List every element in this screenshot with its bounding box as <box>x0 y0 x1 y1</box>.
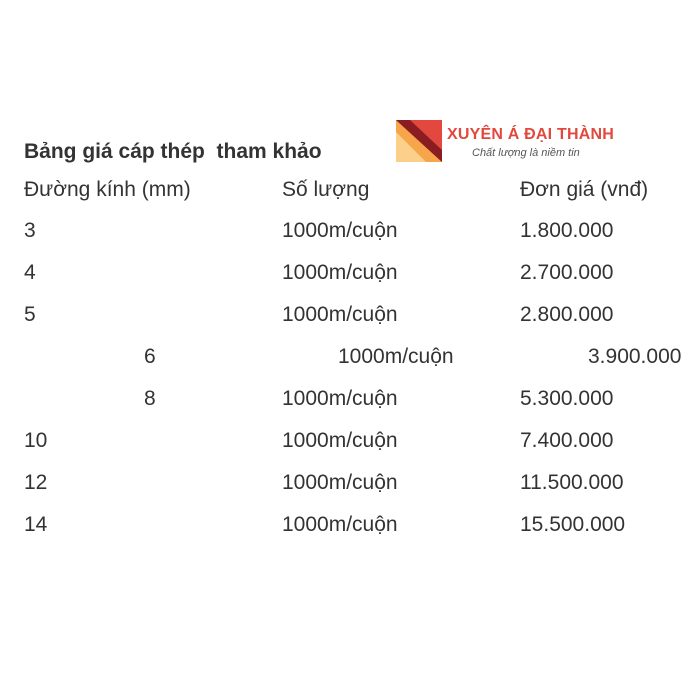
row-quantity: 1000m/cuộn <box>282 387 398 410</box>
header-price: Đơn giá (vnđ) <box>520 178 649 201</box>
row-quantity: 1000m/cuộn <box>338 345 454 368</box>
row-price: 2.700.000 <box>520 261 614 284</box>
row-diameter: 3 <box>24 219 36 242</box>
row-price: 2.800.000 <box>520 303 614 326</box>
row-diameter: 4 <box>24 261 36 284</box>
page-title: Bảng giá cáp thép tham khảo <box>24 140 322 163</box>
row-diameter: 5 <box>24 303 36 326</box>
row-price: 5.300.000 <box>520 387 614 410</box>
company-name: XUYÊN Á ĐẠI THÀNH <box>447 126 614 143</box>
row-diameter: 6 <box>144 345 156 368</box>
row-diameter: 8 <box>144 387 156 410</box>
row-price: 3.900.000 <box>588 345 682 368</box>
row-quantity: 1000m/cuộn <box>282 303 398 326</box>
row-diameter: 10 <box>24 429 48 452</box>
row-price: 1.800.000 <box>520 219 614 242</box>
row-quantity: 1000m/cuộn <box>282 429 398 452</box>
row-price: 11.500.000 <box>520 471 624 494</box>
company-slogan: Chất lượng là niềm tin <box>472 147 580 159</box>
header-quantity: Số lượng <box>282 178 370 201</box>
row-price: 7.400.000 <box>520 429 614 452</box>
row-price: 15.500.000 <box>520 513 626 536</box>
row-quantity: 1000m/cuộn <box>282 261 398 284</box>
company-logo <box>396 120 636 166</box>
row-quantity: 1000m/cuộn <box>282 471 398 494</box>
row-quantity: 1000m/cuộn <box>282 219 398 242</box>
row-quantity: 1000m/cuộn <box>282 513 398 536</box>
header-diameter: Đường kính (mm) <box>24 178 191 201</box>
logo-mark-icon <box>396 120 442 162</box>
row-diameter: 14 <box>24 513 48 536</box>
row-diameter: 12 <box>24 471 48 494</box>
